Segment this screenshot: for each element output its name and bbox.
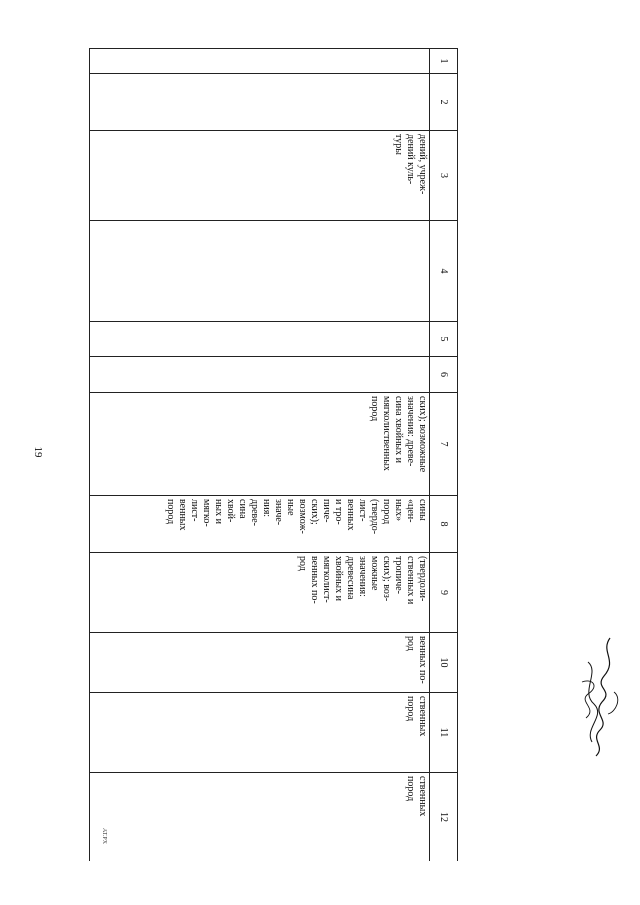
column-number: 3	[430, 131, 458, 221]
table-cell	[90, 74, 430, 131]
column-number: 10	[430, 633, 458, 693]
column-number: 1	[430, 49, 458, 74]
table-row	[90, 49, 430, 862]
column-number: 8	[430, 496, 458, 553]
table-cell	[90, 322, 430, 357]
table-cell: ственных пород	[90, 693, 430, 773]
rotated-table	[89, 48, 458, 861]
column-number: 9	[430, 553, 458, 633]
document-table	[89, 48, 458, 861]
table-cell: ственных пород	[90, 773, 430, 862]
table-container	[89, 48, 458, 861]
table-cell: ских); возможные значения: древе- сина хвойных и мягколиственных пород	[90, 393, 430, 496]
footer-code: AT.PX	[101, 827, 107, 845]
table-cell: венных по- род	[90, 633, 430, 693]
table-cell: (твердоли- ственных и тропиче- ских); воз- можные значения: древесина хвойных и мягколист- венных по- род	[90, 553, 430, 633]
table-cell	[90, 49, 430, 74]
column-number: 12	[430, 773, 458, 862]
table-cell: дений, учреж- дений куль- туры	[90, 131, 430, 221]
table-cell	[90, 221, 430, 322]
page-number: 19	[32, 446, 44, 458]
column-number: 6	[430, 357, 458, 393]
table-cell: сины «цен- ных» пород (твердо- лист- венных и тро- пиче- ских); возмож- ные значе- ния: древе- сина хвой- ных и мягко- лист- венных пород	[90, 496, 430, 553]
signature-image	[570, 632, 630, 762]
column-number-row	[430, 49, 458, 862]
table-cell	[90, 357, 430, 393]
column-number: 5	[430, 322, 458, 357]
column-number: 7	[430, 393, 458, 496]
column-number: 11	[430, 693, 458, 773]
column-number: 4	[430, 221, 458, 322]
column-number: 2	[430, 74, 458, 131]
